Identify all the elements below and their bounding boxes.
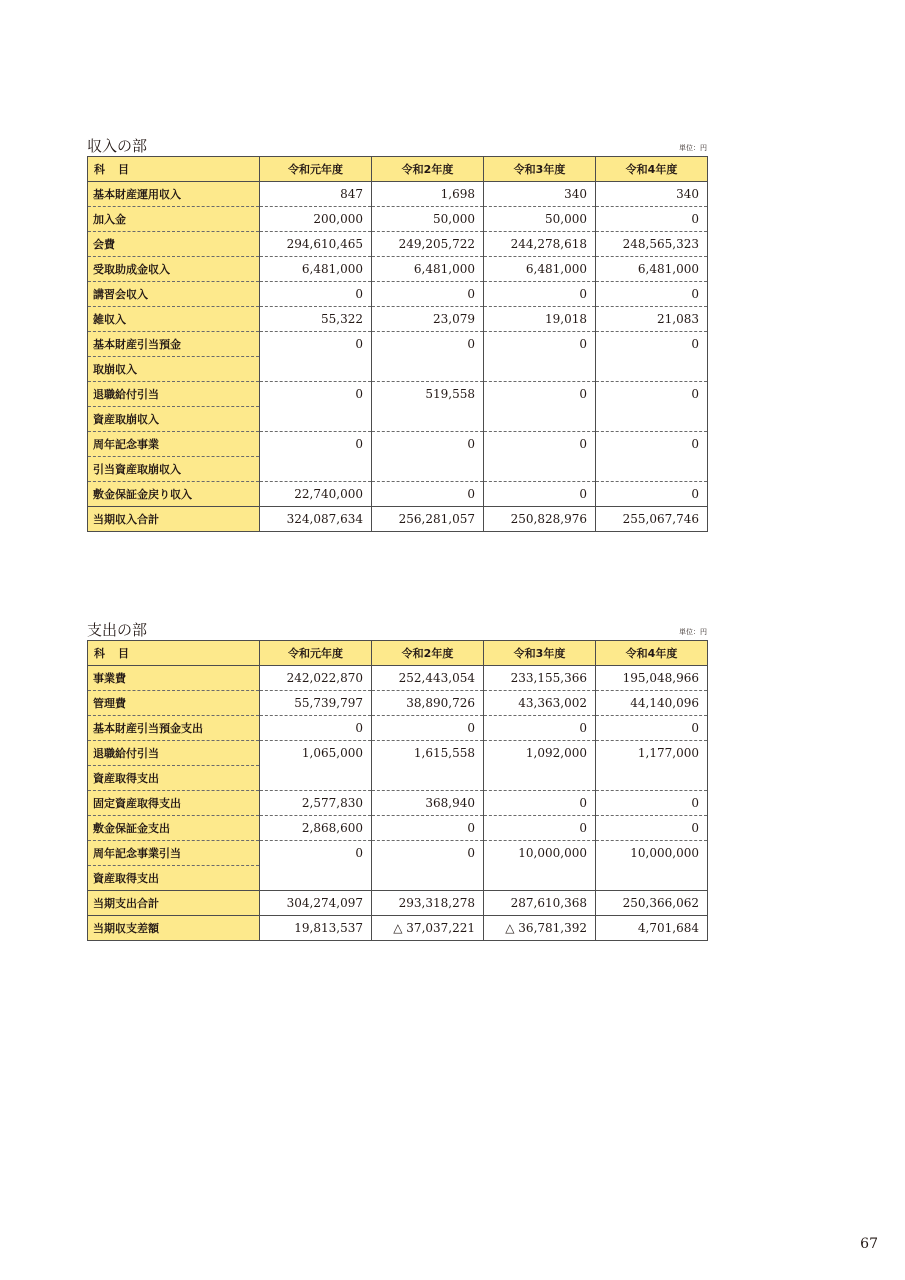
cell-value: 0 xyxy=(596,716,708,741)
cell-value: 0 xyxy=(372,282,484,307)
header-year: 令和3年度 xyxy=(484,641,596,666)
cell-value: 55,322 xyxy=(260,307,372,332)
income-body xyxy=(88,182,708,532)
total-row xyxy=(88,507,708,532)
cell-value: 1,698 xyxy=(372,182,484,207)
row-label: 基本財産運用収入 xyxy=(88,182,260,207)
table-row xyxy=(88,741,708,766)
table-row xyxy=(88,232,708,257)
cell-value: 50,000 xyxy=(484,207,596,232)
cell-value: 0 xyxy=(260,432,372,457)
row-label: 引当資産取崩収入 xyxy=(88,457,260,482)
expense-body xyxy=(88,666,708,941)
cell-value: 248,565,323 xyxy=(596,232,708,257)
cell-empty xyxy=(484,357,596,382)
cell-value: 1,177,000 xyxy=(596,741,708,766)
table-row xyxy=(88,307,708,332)
cell-value: 340 xyxy=(596,182,708,207)
cell-value: 0 xyxy=(260,382,372,407)
table-row xyxy=(88,791,708,816)
row-label: 退職給付引当 xyxy=(88,382,260,407)
row-label: 周年記念事業 xyxy=(88,432,260,457)
table-row xyxy=(88,257,708,282)
cell-value: 294,610,465 xyxy=(260,232,372,257)
cell-value: 0 xyxy=(372,841,484,866)
table-row xyxy=(88,282,708,307)
cell-empty xyxy=(260,457,372,482)
cell-value: 0 xyxy=(484,816,596,841)
cell-empty xyxy=(596,407,708,432)
cell-value: 6,481,000 xyxy=(372,257,484,282)
header-subject: 科 目 xyxy=(88,641,260,666)
row-label: 基本財産引当預金支出 xyxy=(88,716,260,741)
cell-empty xyxy=(484,766,596,791)
cell-value: 0 xyxy=(596,816,708,841)
cell-value: 0 xyxy=(260,841,372,866)
cell-value: 6,481,000 xyxy=(596,257,708,282)
table-header-row xyxy=(88,641,708,666)
cell-value: 255,067,746 xyxy=(596,507,708,532)
balance-row xyxy=(88,916,708,941)
table-row xyxy=(88,457,708,482)
cell-value: 293,318,278 xyxy=(372,891,484,916)
header-year: 令和2年度 xyxy=(372,641,484,666)
cell-value: 23,079 xyxy=(372,307,484,332)
table-row xyxy=(88,182,708,207)
cell-empty xyxy=(372,357,484,382)
row-label: 周年記念事業引当 xyxy=(88,841,260,866)
cell-value: 2,868,600 xyxy=(260,816,372,841)
table-row xyxy=(88,691,708,716)
cell-value: 0 xyxy=(372,716,484,741)
cell-empty xyxy=(372,457,484,482)
cell-value: 256,281,057 xyxy=(372,507,484,532)
cell-value: 10,000,000 xyxy=(484,841,596,866)
header-year: 令和3年度 xyxy=(484,157,596,182)
cell-empty xyxy=(596,457,708,482)
cell-empty xyxy=(484,866,596,891)
table-row xyxy=(88,816,708,841)
cell-value: 242,022,870 xyxy=(260,666,372,691)
cell-value: 38,890,726 xyxy=(372,691,484,716)
row-label: 固定資産取得支出 xyxy=(88,791,260,816)
cell-value: 244,278,618 xyxy=(484,232,596,257)
table-row xyxy=(88,841,708,866)
cell-value: 195,048,966 xyxy=(596,666,708,691)
row-label: 当期収支差額 xyxy=(88,916,260,941)
cell-value: 0 xyxy=(484,791,596,816)
cell-value: 340 xyxy=(484,182,596,207)
table-row xyxy=(88,432,708,457)
row-label: 雑収入 xyxy=(88,307,260,332)
expense-section xyxy=(87,620,707,960)
cell-empty xyxy=(372,866,484,891)
cell-value: 368,940 xyxy=(372,791,484,816)
expense-title: 支出の部 xyxy=(87,621,148,639)
table-row xyxy=(88,332,708,357)
row-label: 取崩収入 xyxy=(88,357,260,382)
row-label: 資産取得支出 xyxy=(88,866,260,891)
cell-value: 50,000 xyxy=(372,207,484,232)
table-row xyxy=(88,666,708,691)
cell-value: 43,363,002 xyxy=(484,691,596,716)
cell-value: 0 xyxy=(484,716,596,741)
cell-empty xyxy=(372,766,484,791)
cell-value: 4,701,684 xyxy=(596,916,708,941)
cell-value: 0 xyxy=(260,332,372,357)
cell-value: 0 xyxy=(484,482,596,507)
expense-unit: 単位：円 xyxy=(679,628,707,636)
cell-empty xyxy=(596,866,708,891)
cell-value: 252,443,054 xyxy=(372,666,484,691)
cell-value: 287,610,368 xyxy=(484,891,596,916)
cell-value: 324,087,634 xyxy=(260,507,372,532)
cell-value: 0 xyxy=(484,432,596,457)
cell-value: 1,615,558 xyxy=(372,741,484,766)
cell-empty xyxy=(260,357,372,382)
header-year: 令和4年度 xyxy=(596,157,708,182)
cell-empty xyxy=(484,407,596,432)
cell-empty xyxy=(596,766,708,791)
income-unit: 単位：円 xyxy=(679,144,707,152)
table-row xyxy=(88,382,708,407)
header-subject: 科 目 xyxy=(88,157,260,182)
cell-value: 0 xyxy=(596,332,708,357)
table-row xyxy=(88,207,708,232)
cell-empty xyxy=(596,357,708,382)
cell-empty xyxy=(260,866,372,891)
cell-value: 233,155,366 xyxy=(484,666,596,691)
row-label: 講習会収入 xyxy=(88,282,260,307)
row-label: 加入金 xyxy=(88,207,260,232)
cell-value: 44,140,096 xyxy=(596,691,708,716)
header-year: 令和元年度 xyxy=(260,641,372,666)
row-label: 基本財産引当預金 xyxy=(88,332,260,357)
row-label: 資産取得支出 xyxy=(88,766,260,791)
row-label: 敷金保証金支出 xyxy=(88,816,260,841)
cell-empty xyxy=(484,457,596,482)
cell-value: 10,000,000 xyxy=(596,841,708,866)
cell-empty xyxy=(372,407,484,432)
table-row xyxy=(88,716,708,741)
cell-value: 21,083 xyxy=(596,307,708,332)
cell-value: 1,065,000 xyxy=(260,741,372,766)
expense-table xyxy=(87,640,708,941)
cell-value: 0 xyxy=(596,791,708,816)
cell-value: 55,739,797 xyxy=(260,691,372,716)
table-row xyxy=(88,766,708,791)
cell-value: 6,481,000 xyxy=(484,257,596,282)
cell-value: 0 xyxy=(260,716,372,741)
cell-value: 0 xyxy=(372,816,484,841)
cell-value: 250,366,062 xyxy=(596,891,708,916)
cell-value: 0 xyxy=(484,282,596,307)
row-label: 当期支出合計 xyxy=(88,891,260,916)
row-label: 事業費 xyxy=(88,666,260,691)
cell-empty xyxy=(260,766,372,791)
cell-value: 0 xyxy=(596,382,708,407)
income-section xyxy=(87,136,707,566)
table-row xyxy=(88,866,708,891)
cell-value: 0 xyxy=(596,207,708,232)
cell-value: 200,000 xyxy=(260,207,372,232)
row-label: 退職給付引当 xyxy=(88,741,260,766)
row-label: 会費 xyxy=(88,232,260,257)
cell-value: 0 xyxy=(372,482,484,507)
page-number: 67 xyxy=(860,1236,878,1252)
row-label: 資産取崩収入 xyxy=(88,407,260,432)
table-row xyxy=(88,407,708,432)
cell-value: 0 xyxy=(484,382,596,407)
cell-value: 2,577,830 xyxy=(260,791,372,816)
cell-value: 0 xyxy=(372,332,484,357)
cell-value: 0 xyxy=(596,482,708,507)
row-label: 当期収入合計 xyxy=(88,507,260,532)
cell-value: 1,092,000 xyxy=(484,741,596,766)
income-title: 収入の部 xyxy=(87,137,148,155)
row-label: 敷金保証金戻り収入 xyxy=(88,482,260,507)
cell-value: 0 xyxy=(596,432,708,457)
cell-value: 249,205,722 xyxy=(372,232,484,257)
cell-value: 304,274,097 xyxy=(260,891,372,916)
cell-value: 6,481,000 xyxy=(260,257,372,282)
cell-value: 0 xyxy=(484,332,596,357)
row-label: 管理費 xyxy=(88,691,260,716)
cell-value: 0 xyxy=(596,282,708,307)
cell-value: 22,740,000 xyxy=(260,482,372,507)
table-header-row xyxy=(88,157,708,182)
cell-value: △ 36,781,392 xyxy=(484,916,596,941)
cell-value: △ 37,037,221 xyxy=(372,916,484,941)
cell-value: 0 xyxy=(372,432,484,457)
table-row xyxy=(88,357,708,382)
header-year: 令和2年度 xyxy=(372,157,484,182)
header-year: 令和元年度 xyxy=(260,157,372,182)
income-table xyxy=(87,156,708,532)
cell-value: 250,828,976 xyxy=(484,507,596,532)
row-label: 受取助成金収入 xyxy=(88,257,260,282)
cell-value: 519,558 xyxy=(372,382,484,407)
table-row xyxy=(88,482,708,507)
cell-value: 847 xyxy=(260,182,372,207)
cell-value: 19,813,537 xyxy=(260,916,372,941)
header-year: 令和4年度 xyxy=(596,641,708,666)
cell-empty xyxy=(260,407,372,432)
cell-value: 19,018 xyxy=(484,307,596,332)
total-row xyxy=(88,891,708,916)
cell-value: 0 xyxy=(260,282,372,307)
